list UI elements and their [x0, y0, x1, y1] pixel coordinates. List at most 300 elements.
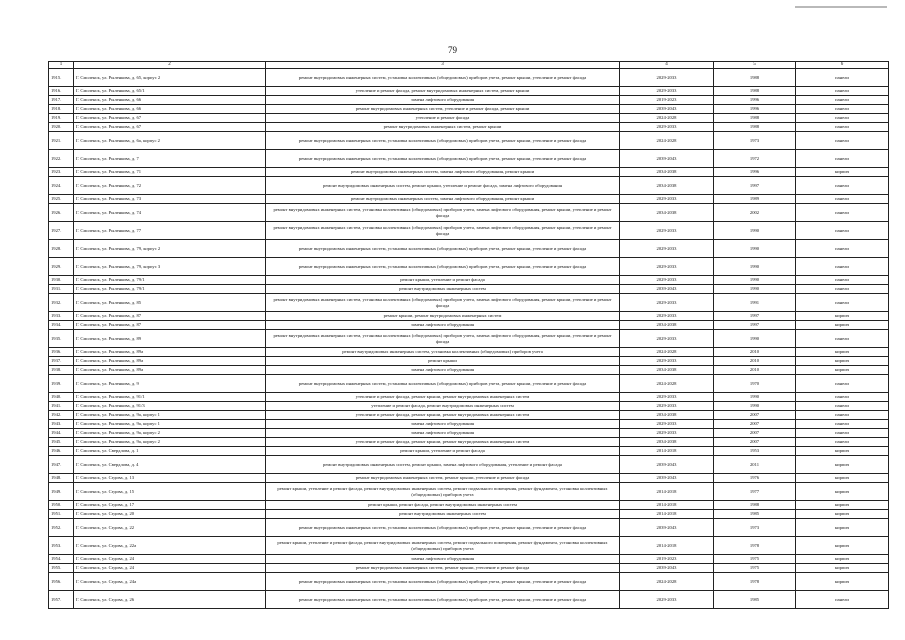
build-year-cell: 1997 [714, 321, 796, 330]
row-number: 1942. [49, 411, 74, 420]
address-cell: Г. Смоленск, ул. Седова, д. 24 [74, 555, 266, 564]
build-year-cell: 2010 [714, 357, 796, 366]
wall-material-cell: кирпич [796, 321, 889, 330]
row-number: 1929. [49, 258, 74, 276]
build-year-cell: 1970 [714, 375, 796, 393]
build-year-cell: 1996 [714, 168, 796, 177]
address-cell: Г. Смоленск, ул. Седова, д. 15 [74, 483, 266, 501]
work-description-cell: ремонт крыши, утепление и ремонт фасада [266, 276, 620, 285]
work-description-cell: ремонт внутридомовых инженерных систем, установка коллективных (общедомовых) приборов учета, замена лифтового оборудования, ремонт крыши, утепление и ремонт фасада [266, 330, 620, 348]
row-number: 1938. [49, 366, 74, 375]
work-description-cell: ремонт внутридомовых инженерных систем, установка коллективных (общедомовых) приборов учета, ремонт крыши, утепление и ремонт фасада [266, 573, 620, 591]
work-description-cell: ремонт внутридомовых инженерных систем, замена лифтового оборудования, ремонт крыши [266, 195, 620, 204]
work-description-cell: ремонт внутридомовых инженерных систем, установка коллективных (общедомовых) приборов учета, замена лифтового оборудования, ремонт крыши, утепление и ремонт фасада [266, 204, 620, 222]
wall-material-cell: кирпич [796, 564, 889, 573]
period-cell: 2029-2033 [620, 429, 714, 438]
table-row [49, 519, 889, 537]
row-number: 1937. [49, 357, 74, 366]
address-cell: Г. Смоленск, ул. Рыленкова, д. 67 [74, 123, 266, 132]
work-description-cell: ремонт внутридомовых инженерных систем [266, 285, 620, 294]
address-cell: Г. Смоленск, ул. Рыленкова, д. 85 [74, 294, 266, 312]
work-description-cell: ремонт внутридомовых инженерных систем, установка коллективных (общедомовых) приборов учета, ремонт крыши, утепление и ремонт фасада [266, 150, 620, 168]
period-cell: 2034-2038 [620, 438, 714, 447]
work-description-cell: ремонт внутридомовых инженерных систем, ремонт крыши, утепление и ремонт фасада [266, 564, 620, 573]
build-year-cell: 2007 [714, 438, 796, 447]
row-number: 1925. [49, 195, 74, 204]
table-row [49, 402, 889, 411]
address-cell: Г. Смоленск, ул. Рыленкова, д. 67 [74, 114, 266, 123]
address-cell: Г. Смоленск, ул. Рыленкова, д. 79, корпус 2 [74, 240, 266, 258]
wall-material-cell: кирпич [796, 483, 889, 501]
address-cell: Г. Смоленск, ул. Седова, д. 26 [74, 591, 266, 609]
build-year-cell: 1990 [714, 258, 796, 276]
period-cell: 2019-2023 [620, 96, 714, 105]
build-year-cell: 1985 [714, 591, 796, 609]
row-number: 1917. [49, 96, 74, 105]
wall-material-cell: кирпич [796, 510, 889, 519]
period-cell: 2039-2043 [620, 105, 714, 114]
address-cell: Г. Смоленск, ул. Рыленкова, д. 9 [74, 375, 266, 393]
row-number: 1945. [49, 438, 74, 447]
address-cell: Г. Смоленск, ул. Седова, д. 24а [74, 573, 266, 591]
period-cell: 2029-2033 [620, 312, 714, 321]
row-number: 1927. [49, 222, 74, 240]
table-row [49, 132, 889, 150]
row-number: 1955. [49, 564, 74, 573]
build-year-cell: 1973 [714, 132, 796, 150]
build-year-cell: 1990 [714, 276, 796, 285]
wall-material-cell: панели [796, 276, 889, 285]
address-cell: Г. Смоленск, ул. Рыленкова, д. 89 [74, 330, 266, 348]
table-row [49, 222, 889, 240]
work-description-cell: ремонт внутридомовых инженерных систем, установка коллективных (общедомовых) приборов учета, ремонт крыши, утепление и ремонт фасада [266, 519, 620, 537]
period-cell: 2029-2033 [620, 402, 714, 411]
address-cell: Г. Смоленск, ул. Седова, д. 13 [74, 474, 266, 483]
period-cell: 2034-2038 [620, 411, 714, 420]
period-cell: 2014-2018 [620, 447, 714, 456]
address-cell: Г. Смоленск, ул. Рыленкова, д. 72 [74, 177, 266, 195]
build-year-cell: 1978 [714, 537, 796, 555]
row-number: 1916. [49, 87, 74, 96]
page-number: 79 [448, 45, 457, 55]
column-number: 2 [74, 62, 266, 69]
wall-material-cell: кирпич [796, 357, 889, 366]
work-description-cell: ремонт внутридомовых инженерных систем, установка коллективных (общедомовых) приборов учета, замена лифтового оборудования, ремонт крыши, утепление и ремонт фасада [266, 294, 620, 312]
build-year-cell: 1975 [714, 564, 796, 573]
address-cell: Г. Смоленск, ул. Рыленкова, д. 66 [74, 105, 266, 114]
work-description-cell: ремонт внутридомовых инженерных систем, ремонт крыши, утепление и ремонт фасада, замена лифтового оборудования [266, 177, 620, 195]
row-number: 1949. [49, 483, 74, 501]
table-row [49, 294, 889, 312]
period-cell: 2029-2033 [620, 357, 714, 366]
build-year-cell: 1989 [714, 195, 796, 204]
wall-material-cell: кирпич [796, 501, 889, 510]
table-body [49, 69, 889, 609]
table-row [49, 330, 889, 348]
wall-material-cell: панели [796, 285, 889, 294]
work-description-cell: ремонт внутридомовых инженерных систем, установка коллективных (общедомовых) приборов учета, ремонт крыши, утепление и ремонт фасада [266, 258, 620, 276]
column-number: 4 [620, 62, 714, 69]
wall-material-cell: кирпич [796, 168, 889, 177]
table-row [49, 276, 889, 285]
work-description-cell: ремонт крыши, утепление и ремонт фасада, ремонт внутридомовых инженерных систем, ремонт подвального помещения, ремонт фундамента, установка коллективных (общедомовых) приборов учета [266, 483, 620, 501]
wall-material-cell: панели [796, 114, 889, 123]
table-row [49, 456, 889, 474]
wall-material-cell: панели [796, 330, 889, 348]
table-row [49, 393, 889, 402]
row-number: 1950. [49, 501, 74, 510]
wall-material-cell: панели [796, 240, 889, 258]
table-row [49, 483, 889, 501]
table-row [49, 96, 889, 105]
build-year-cell: 1988 [714, 501, 796, 510]
address-cell: Г. Смоленск, ул. Рыленкова, д. 87 [74, 312, 266, 321]
build-year-cell: 1997 [714, 312, 796, 321]
address-cell: Г. Смоленск, ул. Рыленкова, д. 6а, корпус 2 [74, 132, 266, 150]
address-cell: Г. Смоленск, ул. Рыленкова, д. 77 [74, 222, 266, 240]
table-row [49, 150, 889, 168]
table-row [49, 375, 889, 393]
address-cell: Г. Смоленск, ул. Рыленкова, д. 66 [74, 96, 266, 105]
wall-material-cell: панели [796, 96, 889, 105]
address-cell: Г. Смоленск, ул. Рыленкова, д. 89а [74, 366, 266, 375]
address-cell: Г. Смоленск, ул. Рыленкова, д. 7 [74, 150, 266, 168]
period-cell: 2029-2033 [620, 294, 714, 312]
wall-material-cell: панели [796, 375, 889, 393]
table-header [49, 62, 889, 69]
address-cell: Г. Смоленск, ул. Рыленкова, д. 65, корпус 2 [74, 69, 266, 87]
wall-material-cell: панели [796, 69, 889, 87]
wall-material-cell: панели [796, 87, 889, 96]
period-cell: 2029-2033 [620, 420, 714, 429]
address-cell: Г. Смоленск, ул. Рыленкова, д. 71 [74, 168, 266, 177]
work-description-cell: замена лифтового оборудования [266, 96, 620, 105]
row-number: 1947. [49, 456, 74, 474]
period-cell: 2029-2033 [620, 591, 714, 609]
work-description-cell: ремонт внутридомовых инженерных систем, установка коллективных (общедомовых) приборов учета, ремонт крыши, утепление и ремонт фасада [266, 240, 620, 258]
work-description-cell: утепление и ремонт фасада [266, 114, 620, 123]
table-row [49, 537, 889, 555]
build-year-cell: 1988 [714, 123, 796, 132]
address-cell: Г. Смоленск, ул. Рыленкова, д. 9а, корпус 2 [74, 429, 266, 438]
address-cell: Г. Смоленск, ул. Свердлова, д. 4 [74, 456, 266, 474]
build-year-cell: 2002 [714, 204, 796, 222]
build-year-cell: 1973 [714, 519, 796, 537]
period-cell: 2029-2033 [620, 69, 714, 87]
build-year-cell: 1990 [714, 402, 796, 411]
build-year-cell: 1988 [714, 114, 796, 123]
table-row [49, 321, 889, 330]
wall-material-cell: панели [796, 258, 889, 276]
row-number: 1939. [49, 375, 74, 393]
period-cell: 2039-2043 [620, 474, 714, 483]
work-description-cell: ремонт крыши, ремонт внутридомовых инженерных систем [266, 312, 620, 321]
period-cell: 2024-2028 [620, 375, 714, 393]
address-cell: Г. Смоленск, ул. Седова, д. 22а [74, 537, 266, 555]
address-cell: Г. Смоленск, ул. Рыленкова, д. 79/1 [74, 285, 266, 294]
work-description-cell: ремонт внутридомовых инженерных систем, установка коллективных (общедомовых) приборов учета [266, 348, 620, 357]
wall-material-cell: панели [796, 429, 889, 438]
period-cell: 2029-2033 [620, 240, 714, 258]
wall-material-cell: панели [796, 132, 889, 150]
period-cell: 2034-2038 [620, 366, 714, 375]
scan-artifact-line [795, 6, 887, 8]
table-row [49, 114, 889, 123]
build-year-cell: 1996 [714, 96, 796, 105]
work-description-cell: ремонт внутридомовых инженерных систем, установка коллективных (общедомовых) приборов учета, ремонт крыши, утепление и ремонт фасада [266, 69, 620, 87]
wall-material-cell: кирпич [796, 537, 889, 555]
work-description-cell: ремонт внутридомовых инженерных систем, ремонт крыши, утепление и ремонт фасада [266, 474, 620, 483]
work-description-cell: ремонт внутридомовых инженерных систем, установка коллективных (общедомовых) приборов учета, ремонт крыши, утепление и ремонт фасада [266, 591, 620, 609]
period-cell: 2029-2033 [620, 393, 714, 402]
row-number: 1932. [49, 294, 74, 312]
period-cell: 2029-2033 [620, 195, 714, 204]
table-row [49, 195, 889, 204]
work-description-cell: замена лифтового оборудования [266, 555, 620, 564]
table-row [49, 357, 889, 366]
build-year-cell: 1991 [714, 294, 796, 312]
address-cell: Г. Смоленск, ул. Рыленкова, д. 73 [74, 195, 266, 204]
address-cell: Г. Смоленск, ул. Рыленкова, д. 79, корпус 3 [74, 258, 266, 276]
wall-material-cell: кирпич [796, 447, 889, 456]
row-number: 1948. [49, 474, 74, 483]
wall-material-cell: кирпич [796, 366, 889, 375]
period-cell: 2029-2033 [620, 222, 714, 240]
wall-material-cell: панели [796, 222, 889, 240]
column-number: 6 [796, 62, 889, 69]
column-number: 5 [714, 62, 796, 69]
build-year-cell: 2007 [714, 429, 796, 438]
table-row [49, 564, 889, 573]
wall-material-cell: панели [796, 393, 889, 402]
work-description-cell: утепление и ремонт фасада, ремонт крыши, ремонт внутридомовых инженерных систем [266, 411, 620, 420]
period-cell: 2019-2023 [620, 555, 714, 564]
work-description-cell: ремонт крыши, ремонт фасада, ремонт внутридомовых инженерных систем [266, 501, 620, 510]
build-year-cell: 2010 [714, 366, 796, 375]
row-number: 1951. [49, 510, 74, 519]
period-cell: 2039-2043 [620, 150, 714, 168]
build-year-cell: 1996 [714, 105, 796, 114]
build-year-cell: 1988 [714, 69, 796, 87]
period-cell: 2039-2043 [620, 456, 714, 474]
address-cell: Г. Смоленск, ул. Седова, д. 24 [74, 564, 266, 573]
wall-material-cell: панели [796, 420, 889, 429]
work-description-cell: ремонт крыши, утепление и ремонт фасада [266, 447, 620, 456]
address-cell: Г. Смоленск, ул. Рыленкова, д. 79/1 [74, 276, 266, 285]
table-row [49, 168, 889, 177]
address-cell: Г. Смоленск, ул. Седова, д. 20 [74, 510, 266, 519]
address-cell: Г. Смоленск, ул. Рыленкова, д. 91/1 [74, 393, 266, 402]
address-cell: Г. Смоленск, ул. Рыленкова, д. 9а, корпус 2 [74, 438, 266, 447]
build-year-cell: 1972 [714, 150, 796, 168]
wall-material-cell: кирпич [796, 348, 889, 357]
row-number: 1918. [49, 105, 74, 114]
wall-material-cell: кирпич [796, 312, 889, 321]
period-cell: 2039-2043 [620, 564, 714, 573]
address-cell: Г. Смоленск, ул. Рыленкова, д. 9а, корпус 1 [74, 420, 266, 429]
row-number: 1928. [49, 240, 74, 258]
address-cell: Г. Смоленск, ул. Рыленкова, д. 9а, корпус 1 [74, 411, 266, 420]
work-description-cell: утепление и ремонт фасада, ремонт внутридомовых инженерных систем, ремонт крыши [266, 87, 620, 96]
row-number: 1943. [49, 420, 74, 429]
row-number: 1956. [49, 573, 74, 591]
wall-material-cell: панели [796, 195, 889, 204]
build-year-cell: 1975 [714, 555, 796, 564]
work-description-cell: замена лифтового оборудования [266, 429, 620, 438]
address-cell: Г. Смоленск, ул. Рыленкова, д. 91/3 [74, 402, 266, 411]
wall-material-cell: кирпич [796, 456, 889, 474]
row-number: 1941. [49, 402, 74, 411]
work-description-cell: ремонт внутридомовых инженерных систем, замена лифтового оборудования, ремонт крыши [266, 168, 620, 177]
work-description-cell: утепление и ремонт фасада, ремонт крыши, ремонт внутридомовых инженерных систем [266, 393, 620, 402]
period-cell: 2029-2033 [620, 330, 714, 348]
build-year-cell: 1990 [714, 393, 796, 402]
work-description-cell: замена лифтового оборудования [266, 321, 620, 330]
table-row [49, 105, 889, 114]
row-number: 1921. [49, 132, 74, 150]
work-description-cell: утепление и ремонт фасада, ремонт внутридомовых инженерных систем [266, 402, 620, 411]
wall-material-cell: панели [796, 438, 889, 447]
period-cell: 2034-2038 [620, 168, 714, 177]
table-row [49, 204, 889, 222]
address-cell: Г. Смоленск, ул. Рыленкова, д. 87 [74, 321, 266, 330]
row-number: 1931. [49, 285, 74, 294]
row-number: 1934. [49, 321, 74, 330]
table-row [49, 69, 889, 87]
address-cell: Г. Смоленск, ул. Седова, д. 17 [74, 501, 266, 510]
table-row [49, 87, 889, 96]
wall-material-cell: кирпич [796, 555, 889, 564]
table-row [49, 312, 889, 321]
row-number: 1919. [49, 114, 74, 123]
column-number-row [49, 62, 889, 69]
build-year-cell: 1953 [714, 447, 796, 456]
row-number: 1915. [49, 69, 74, 87]
wall-material-cell: панели [796, 204, 889, 222]
wall-material-cell: панели [796, 123, 889, 132]
column-number: 3 [266, 62, 620, 69]
work-description-cell: ремонт внутридомовых инженерных систем, ремонт крыши [266, 123, 620, 132]
row-number: 1944. [49, 429, 74, 438]
table-row [49, 447, 889, 456]
address-cell: Г. Смоленск, ул. Рыленкова, д. 65/1 [74, 87, 266, 96]
table-row [49, 501, 889, 510]
build-year-cell: 2011 [714, 456, 796, 474]
row-number: 1952. [49, 519, 74, 537]
period-cell: 2014-2018 [620, 483, 714, 501]
wall-material-cell: кирпич [796, 573, 889, 591]
row-number: 1933. [49, 312, 74, 321]
housing-repair-table [48, 61, 889, 609]
row-number: 1922. [49, 150, 74, 168]
work-description-cell: ремонт внутридомовых инженерных систем, установка коллективных (общедомовых) приборов учета, замена лифтового оборудования, ремонт крыши, утепление и ремонт фасада [266, 222, 620, 240]
period-cell: 2029-2033 [620, 258, 714, 276]
address-cell: Г. Смоленск, ул. Рыленкова, д. 89а [74, 357, 266, 366]
row-number: 1940. [49, 393, 74, 402]
work-description-cell: ремонт внутридомовых инженерных систем, установка коллективных (общедомовых) приборов учета, ремонт крыши, утепление и ремонт фасада [266, 132, 620, 150]
period-cell: 2034-2038 [620, 177, 714, 195]
table-row [49, 348, 889, 357]
table-row [49, 285, 889, 294]
period-cell: 2039-2043 [620, 519, 714, 537]
build-year-cell: 1990 [714, 240, 796, 258]
row-number: 1920. [49, 123, 74, 132]
period-cell: 2024-2028 [620, 132, 714, 150]
work-description-cell: ремонт крыши, утепление и ремонт фасада, ремонт внутридомовых инженерных систем, ремонт подвального помещения, ремонт фундамента, установка коллективных (общедомовых) приборов учета [266, 537, 620, 555]
work-description-cell: ремонт внутридомовых инженерных систем, ремонт крыши, замена лифтового оборудования, утепление и ремонт фасада [266, 456, 620, 474]
table-row [49, 474, 889, 483]
build-year-cell: 1990 [714, 330, 796, 348]
row-number: 1923. [49, 168, 74, 177]
period-cell: 2014-2018 [620, 501, 714, 510]
work-description-cell: ремонт внутридомовых инженерных систем, установка коллективных (общедомовых) приборов учета, ремонт крыши, утепление и ремонт фасада [266, 375, 620, 393]
wall-material-cell: панели [796, 294, 889, 312]
build-year-cell: 1990 [714, 222, 796, 240]
build-year-cell: 1976 [714, 474, 796, 483]
table-row [49, 411, 889, 420]
build-year-cell: 1997 [714, 177, 796, 195]
build-year-cell: 1978 [714, 573, 796, 591]
table-row [49, 429, 889, 438]
wall-material-cell: панели [796, 411, 889, 420]
period-cell: 2029-2033 [620, 276, 714, 285]
table-row [49, 366, 889, 375]
table-row [49, 591, 889, 609]
address-cell: Г. Смоленск, ул. Седова, д. 22 [74, 519, 266, 537]
work-description-cell: ремонт крыши [266, 357, 620, 366]
row-number: 1924. [49, 177, 74, 195]
period-cell: 2024-2028 [620, 573, 714, 591]
build-year-cell: 1988 [714, 87, 796, 96]
table-row [49, 510, 889, 519]
build-year-cell: 2010 [714, 348, 796, 357]
period-cell: 2034-2038 [620, 204, 714, 222]
wall-material-cell: панели [796, 402, 889, 411]
table-row [49, 177, 889, 195]
work-description-cell: замена лифтового оборудования [266, 420, 620, 429]
wall-material-cell: панели [796, 105, 889, 114]
period-cell: 2029-2033 [620, 123, 714, 132]
address-cell: Г. Смоленск, ул. Рыленкова, д. 74 [74, 204, 266, 222]
row-number: 1935. [49, 330, 74, 348]
table-row [49, 555, 889, 564]
table-row [49, 258, 889, 276]
wall-material-cell: кирпич [796, 474, 889, 483]
table-row [49, 240, 889, 258]
address-cell: Г. Смоленск, ул. Рыленкова, д. 89а [74, 348, 266, 357]
row-number: 1930. [49, 276, 74, 285]
wall-material-cell: панели [796, 591, 889, 609]
period-cell: 2014-2018 [620, 510, 714, 519]
wall-material-cell: панели [796, 177, 889, 195]
build-year-cell: 2007 [714, 411, 796, 420]
period-cell: 2029-2033 [620, 87, 714, 96]
work-description-cell: утепление и ремонт фасада, ремонт крыши, ремонт внутридомовых инженерных систем [266, 438, 620, 447]
build-year-cell: 1985 [714, 510, 796, 519]
table-row [49, 573, 889, 591]
row-number: 1936. [49, 348, 74, 357]
wall-material-cell: кирпич [796, 519, 889, 537]
build-year-cell: 1990 [714, 285, 796, 294]
period-cell: 2014-2018 [620, 537, 714, 555]
wall-material-cell: панели [796, 150, 889, 168]
period-cell: 2034-2038 [620, 321, 714, 330]
row-number: 1926. [49, 204, 74, 222]
table-row [49, 420, 889, 429]
build-year-cell: 1977 [714, 483, 796, 501]
work-description-cell: замена лифтового оборудования [266, 366, 620, 375]
row-number: 1953. [49, 537, 74, 555]
